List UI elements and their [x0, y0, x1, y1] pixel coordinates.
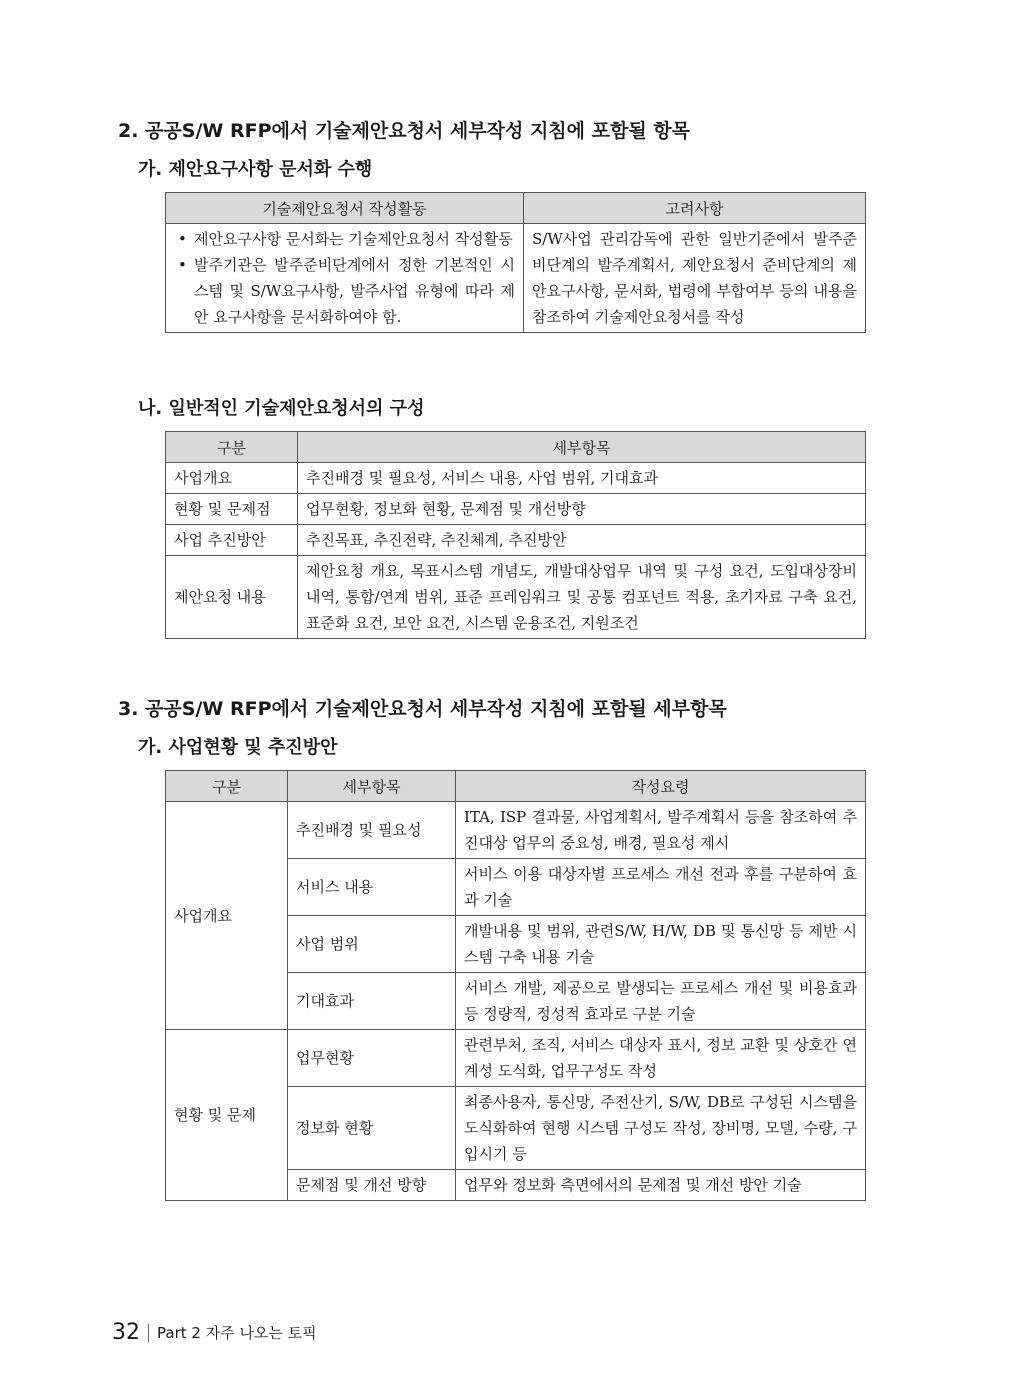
subsection-2a-heading: 가. 제안요구사항 문서화 수행 [138, 159, 373, 180]
item-cell: 기대효과 [288, 973, 456, 1030]
guide-cell: 최종사용자, 통신망, 주전산기, S/W, DB로 구성된 시스템을 도식화하여 현행 시스템 구성도 작성, 장비명, 모델, 수량, 구입시기 등 [456, 1087, 866, 1170]
page-footer [112, 1320, 317, 1345]
column-header: 구분 [166, 771, 288, 802]
item-cell: 문제점 및 개선 방향 [288, 1170, 456, 1201]
table-row [166, 463, 866, 494]
column-header: 기술제안요청서 작성활동 [166, 193, 524, 224]
rfp-activity-table [165, 192, 866, 333]
guide-cell: 업무와 정보화 측면에서의 문제점 및 개선 방안 기술 [456, 1170, 866, 1201]
table-header-row [166, 432, 866, 463]
footer-part-label: Part 2 자주 나오는 토픽 [157, 1324, 317, 1342]
section-2-heading: 2. 공공S/W RFP에서 기술제안요청서 세부작성 지침에 포함될 항목 [118, 120, 690, 142]
category-cell: 사업 추진방안 [166, 525, 298, 556]
category-cell: 사업개요 [166, 463, 298, 494]
guide-cell: ITA, ISP 결과물, 사업계획서, 발주계획서 등을 참조하여 추진대상 업무의 중요성, 배경, 필요성 제시 [456, 802, 866, 859]
list-item: • 제안요구사항 문서화는 기술제안요청서 작성활동 [174, 226, 515, 252]
column-header: 세부항목 [288, 771, 456, 802]
table-row [166, 556, 866, 639]
column-header: 고려사항 [524, 193, 866, 224]
column-header: 작성요령 [456, 771, 866, 802]
guide-cell: 관련부처, 조직, 서비스 대상자 표시, 정보 교환 및 상호간 연계성 도식화, 업무구성도 작성 [456, 1030, 866, 1087]
item-cell: 업무현황 [288, 1030, 456, 1087]
item-cell: 서비스 내용 [288, 859, 456, 916]
category-cell: 현황 및 문제점 [166, 494, 298, 525]
column-header: 구분 [166, 432, 298, 463]
footer-divider [148, 1324, 149, 1342]
table-row [166, 525, 866, 556]
activity-bullet-list [174, 226, 515, 330]
item-cell: 사업 범위 [288, 916, 456, 973]
item-cell: 정보화 현황 [288, 1087, 456, 1170]
detail-cell: 추진배경 및 필요성, 서비스 내용, 사업 범위, 기대효과 [298, 463, 866, 494]
consideration-cell: S/W사업 관리감독에 관한 일반기준에서 발주준비단계의 발주계획서, 제안요청서 준비단계의 제안요구사항, 문서화, 법령에 부합여부 등의 내용을 참조하여 기술제안요청서를 작성 [524, 224, 866, 333]
subsection-2b-heading: 나. 일반적인 기술제안요청서의 구성 [138, 398, 425, 419]
business-status-table [165, 770, 866, 1201]
table-row [166, 224, 866, 333]
section-3-heading: 3. 공공S/W RFP에서 기술제안요청서 세부작성 지침에 포함될 세부항목 [118, 698, 727, 720]
table-header-row [166, 193, 866, 224]
table-row [166, 802, 866, 859]
table-row [166, 1030, 866, 1087]
table-header-row [166, 771, 866, 802]
list-item: • 발주기관은 발주준비단계에서 정한 기본적인 시스템 및 S/W요구사항, 발주사업 유형에 따라 제안 요구사항을 문서화하여야 함. [174, 252, 515, 330]
guide-cell: 서비스 이용 대상자별 프로세스 개선 전과 후를 구분하여 효과 기술 [456, 859, 866, 916]
category-cell: 제안요청 내용 [166, 556, 298, 639]
page-number: 32 [112, 1320, 140, 1345]
column-header: 세부항목 [298, 432, 866, 463]
detail-cell: 추진목표, 추진전략, 추진체계, 추진방안 [298, 525, 866, 556]
detail-cell: 제안요청 개요, 목표시스템 개념도, 개발대상업무 내역 및 구성 요건, 도입대상장비 내역, 통합/연계 범위, 표준 프레임워크 및 공통 컴포넌트 적용, 초기자료 구축 요건, 표준화 요건, 보안 요건, 시스템 운용조건, 지원조건 [298, 556, 866, 639]
subsection-3a-heading: 가. 사업현황 및 추진방안 [138, 737, 338, 758]
table-row [166, 494, 866, 525]
guide-cell: 개발내용 및 범위, 관련S/W, H/W, DB 및 통신망 등 제반 시스템 구축 내용 기술 [456, 916, 866, 973]
item-cell: 추진배경 및 필요성 [288, 802, 456, 859]
category-cell: 현황 및 문제 [166, 1030, 288, 1201]
category-cell: 사업개요 [166, 802, 288, 1030]
activity-cell [166, 224, 524, 333]
guide-cell: 서비스 개발, 제공으로 발생되는 프로세스 개선 및 비용효과 등 정량적, 정성적 효과로 구분 기술 [456, 973, 866, 1030]
rfp-structure-table [165, 431, 866, 639]
detail-cell: 업무현황, 정보화 현황, 문제점 및 개선방향 [298, 494, 866, 525]
